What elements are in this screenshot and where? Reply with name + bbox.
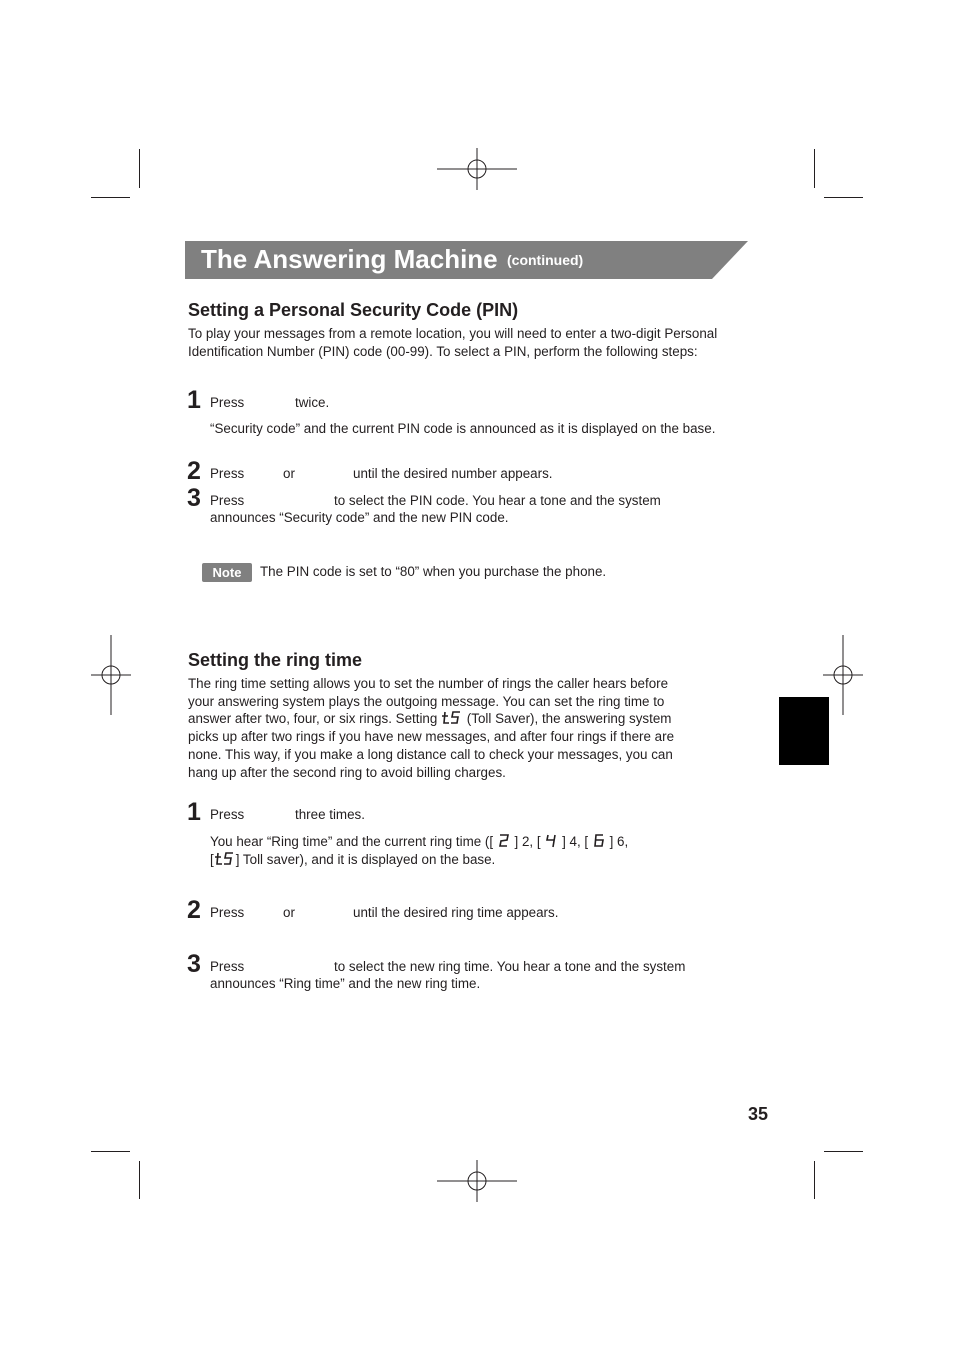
crop-mark: [814, 1161, 815, 1199]
step-detail: “Security code” and the current PIN code is announced as it is displayed on the base.: [210, 421, 716, 436]
step-press-label: Press: [210, 466, 245, 481]
section-heading-ring-time: Setting the ring time: [188, 650, 363, 670]
step-press-label: Press: [210, 959, 245, 974]
digit-2-lcd-icon: [497, 833, 511, 849]
digit-6-lcd-icon: [592, 833, 606, 849]
step-number: 1: [187, 798, 201, 826]
registration-mark-icon: [823, 635, 863, 715]
note-badge: Note: [202, 563, 252, 582]
crop-mark: [91, 1151, 130, 1152]
registration-mark-icon: [437, 1160, 517, 1202]
toll-saver-lcd-icon: [441, 710, 463, 726]
step-press-label: Press: [210, 807, 245, 822]
page-number: 35: [748, 1104, 769, 1124]
step-number: 1: [187, 386, 201, 414]
crop-mark: [139, 149, 140, 188]
banner-subtitle: (continued): [507, 252, 584, 268]
crop-mark: [814, 149, 815, 188]
step-number: 3: [187, 484, 201, 512]
step-press-label: Press: [210, 395, 245, 410]
banner-title: The Answering Machine: [201, 244, 498, 274]
chapter-tab: [779, 697, 829, 765]
step-number: 2: [187, 896, 201, 924]
registration-mark-icon: [437, 148, 517, 190]
crop-mark: [91, 197, 130, 198]
step-text: to select the new ring time. You hear a tone and the system: [334, 959, 686, 974]
step-text-continued: announces “Ring time” and the new ring time.: [210, 976, 481, 991]
step-text-continued: announces “Security code” and the new PIN code.: [210, 510, 509, 525]
registration-mark-icon: [91, 635, 131, 715]
step-press-label: Press: [210, 493, 245, 508]
step-text: to select the PIN code. You hear a tone and the system: [334, 493, 661, 508]
toll-saver-lcd-icon: [214, 851, 236, 867]
section-intro-ring-time: The ring time setting allows you to set the number of rings the caller hears before your answering system plays the outgoing message. You can set the ring time to answer after two, four, or six rings. Setting (Toll Saver), the answering system picks up after two rings if you have new messages, and after four rings if there are none. This way, if you make a long distance call to check your messages, you can hang up after the second ring to avoid billing charges.: [188, 676, 675, 780]
step-or-label: or: [283, 466, 295, 481]
section-intro-pin: To play your messages from a remote location, you will need to enter a two-digit Personal Identification Number (PIN) code (00-99). To select a PIN, perform the following steps:: [188, 326, 718, 359]
chapter-banner: [185, 241, 748, 279]
step-text: until the desired ring time appears.: [353, 905, 559, 920]
section-heading-pin: Setting a Personal Security Code (PIN): [188, 300, 519, 320]
step-text: three times.: [295, 807, 365, 822]
note-text: The PIN code is set to “80” when you purchase the phone.: [260, 564, 607, 579]
step-detail: You hear “Ring time” and the current ring time ([ ] 2, [ ] 4, [ ] 6,: [210, 834, 629, 849]
digit-4-lcd-icon: [544, 833, 558, 849]
step-text: until the desired number appears.: [353, 466, 553, 481]
step-number: 3: [187, 950, 201, 978]
crop-mark: [824, 197, 863, 198]
crop-mark: [139, 1161, 140, 1199]
step-press-label: Press: [210, 905, 245, 920]
step-number: 2: [187, 457, 201, 485]
crop-mark: [824, 1151, 863, 1152]
step-or-label: or: [283, 905, 295, 920]
step-text: twice.: [295, 395, 330, 410]
step-detail-continued: [ ] Toll saver), and it is displayed on the base.: [210, 852, 496, 867]
